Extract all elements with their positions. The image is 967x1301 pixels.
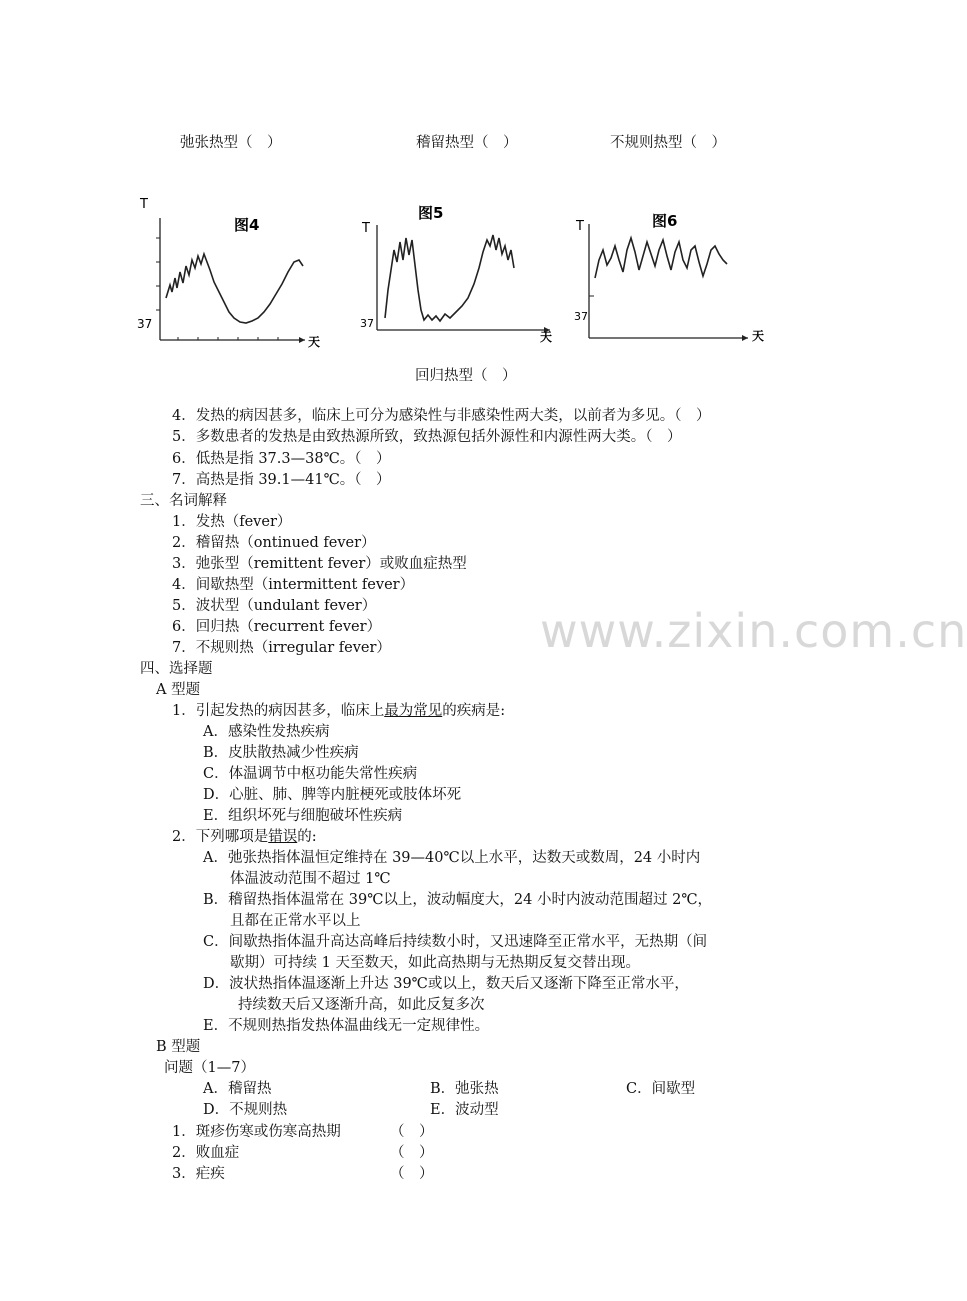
fever-curve-figures xyxy=(0,180,920,360)
figure-6-ylabel: T xyxy=(576,219,584,234)
section4-heading: 四、选择题 xyxy=(140,661,213,677)
term-item: 4．间歇热型（intermittent fever） xyxy=(172,577,415,593)
label-recurrent-fever: 回归热型（ ） xyxy=(415,368,517,384)
figure-5 xyxy=(360,204,552,344)
figure-5-ytick-37: 37 xyxy=(360,317,374,330)
figure-4-ytick-37: 37 xyxy=(137,317,153,331)
a-type-heading: A 型题 xyxy=(156,682,201,698)
b-item-2: 2．败血症 xyxy=(172,1145,240,1161)
b-option-d: D．不规则热 xyxy=(203,1102,288,1118)
q2-option-e: E．不规则热指发热体温曲线无一定规律性。 xyxy=(203,1018,490,1034)
b-item-2-blank: （ ） xyxy=(390,1145,434,1161)
q2-option-c-line1: C．间歇热指体温升高达高峰后持续数小时，又迅速降至正常水平，无热期（间 xyxy=(203,934,708,950)
q1-option-d: D．心脏、肺、脾等内脏梗死或肢体坏死 xyxy=(203,787,462,803)
term-item: 5．波状型（undulant fever） xyxy=(172,598,377,614)
figure-5-ylabel: T xyxy=(362,221,370,236)
figure-4-title: 图4 xyxy=(234,216,260,234)
figure-5-xlabel: 天 xyxy=(540,330,553,344)
q2-option-a-line2: 体温波动范围不超过 1℃ xyxy=(230,871,391,887)
b-option-b: B．弛张热 xyxy=(430,1081,499,1097)
section3-heading: 三、名词解释 xyxy=(140,493,227,509)
figure-6 xyxy=(574,212,764,343)
figure-6-xlabel: 天 xyxy=(752,329,765,343)
question-1: 1．引起发热的病因甚多，临床上最为常见的疾病是: xyxy=(172,703,506,719)
q2-option-b-line2: 且都在正常水平以上 xyxy=(230,913,361,929)
b-question-range: 问题（1—7） xyxy=(164,1060,255,1076)
figure-6-title: 图6 xyxy=(652,212,678,230)
term-item: 1．发热（fever） xyxy=(172,514,292,530)
label-continued-fever: 稽留热型（ ） xyxy=(416,135,518,151)
q2-option-a-line1: A．弛张热指体温恒定维持在 39—40℃以上水平，达数天或数周，24 小时内 xyxy=(203,850,701,866)
q1-option-e: E．组织坏死与细胞破坏性疾病 xyxy=(203,808,403,824)
q1-option-a: A．感染性发热疾病 xyxy=(203,724,330,740)
b-type-heading: B 型题 xyxy=(156,1039,201,1055)
term-item: 6．回归热（recurrent fever） xyxy=(172,619,382,635)
q1-option-c: C．体温调节中枢功能失常性疾病 xyxy=(203,766,418,782)
q2-option-c-line2: 歇期）可持续 1 天至数天，如此高热期与无热期反复交替出现。 xyxy=(230,955,640,971)
q1-option-b: B．皮肤散热减少性疾病 xyxy=(203,745,359,761)
judge-item-6: 6．低热是指 37.3—38℃。（ ） xyxy=(172,451,391,467)
label-remittent-fever: 弛张热型（ ） xyxy=(180,135,282,151)
watermark: www.zixin.com.cn xyxy=(540,604,967,658)
question-2: 2．下列哪项是错误的: xyxy=(172,829,317,845)
figure-5-title: 图5 xyxy=(418,204,444,222)
b-item-3: 3．疟疾 xyxy=(172,1166,225,1182)
b-option-a: A．稽留热 xyxy=(203,1081,272,1097)
figure-4-ylabel: T xyxy=(140,197,148,212)
judge-item-5: 5．多数患者的发热是由致热源所致，致热源包括外源性和内源性两大类。（ ） xyxy=(172,429,682,445)
q2-option-d-line2: 持续数天后又逐渐升高，如此反复多次 xyxy=(238,997,485,1013)
b-option-c: C．间歇型 xyxy=(626,1081,696,1097)
figure-4-xlabel: 天 xyxy=(308,335,321,349)
label-irregular-fever: 不规则热型（ ） xyxy=(610,135,726,151)
figure-6-ytick-37: 37 xyxy=(574,310,588,323)
b-item-1-blank: （ ） xyxy=(390,1124,434,1140)
judge-item-4: 4．发热的病因甚多，临床上可分为感染性与非感染性两大类，以前者为多见。（ ） xyxy=(172,408,711,424)
q2-option-b-line1: B．稽留热指体温常在 39℃以上，波动幅度大，24 小时内波动范围超过 2℃， xyxy=(203,892,713,908)
b-option-e: E．波动型 xyxy=(430,1102,499,1118)
judge-item-7: 7．高热是指 39.1—41℃。（ ） xyxy=(172,472,391,488)
figure-4 xyxy=(137,197,320,349)
term-item: 2．稽留热（ontinued fever） xyxy=(172,535,376,551)
term-item: 3．弛张型（remittent fever）或败血症热型 xyxy=(172,556,467,572)
q2-option-d-line1: D．波状热指体温逐渐上升达 39℃或以上，数天后又逐渐下降至正常水平， xyxy=(203,976,689,992)
term-item: 7．不规则热（irregular fever） xyxy=(172,640,391,656)
b-item-3-blank: （ ） xyxy=(390,1166,434,1182)
b-item-1: 1．斑疹伤寒或伤寒高热期 xyxy=(172,1124,341,1140)
